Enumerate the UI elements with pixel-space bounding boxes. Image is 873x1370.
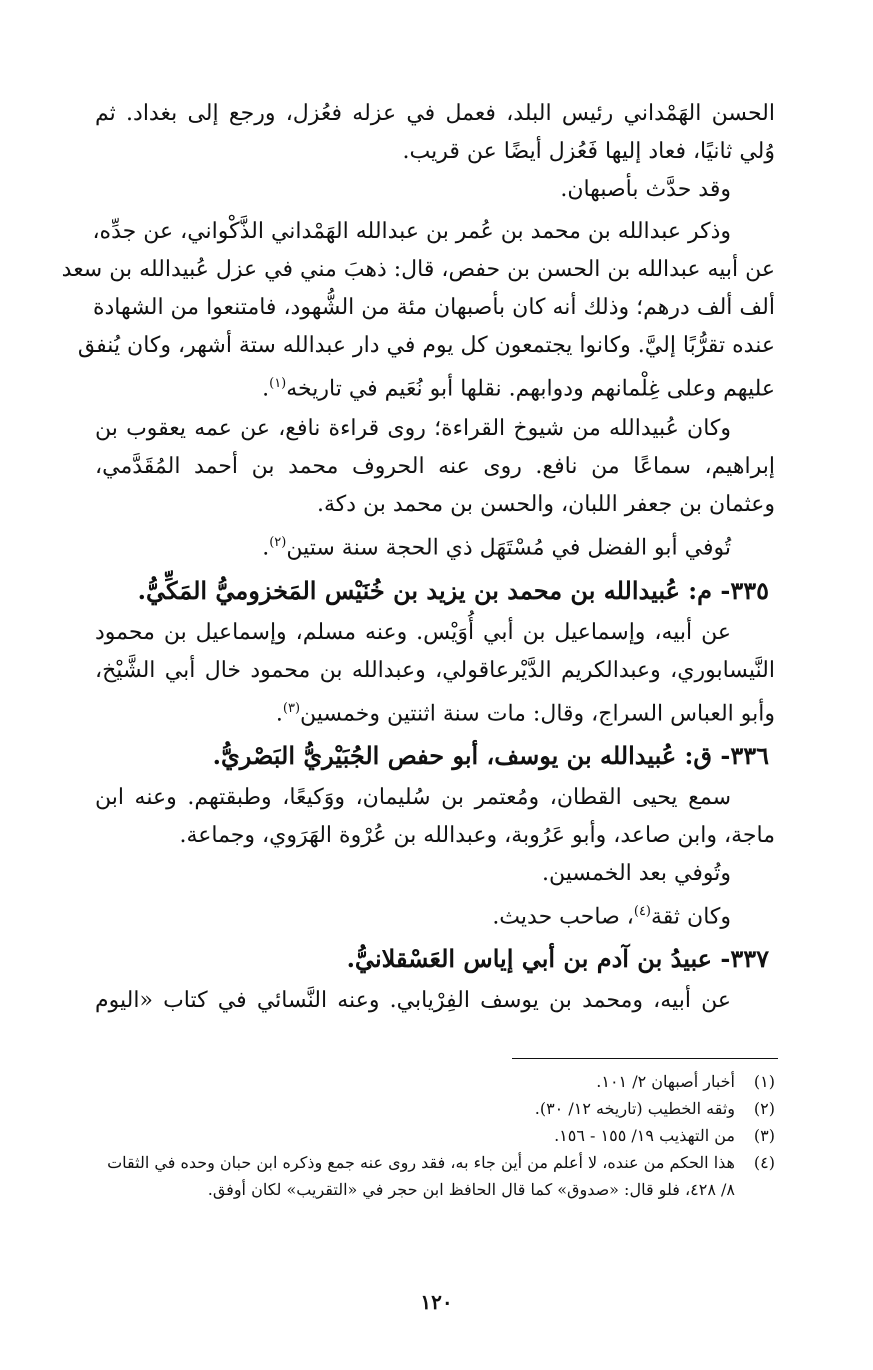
text-line: وعثمان بن جعفر اللبان، والحسن بن محمد بن دكة.	[316, 492, 775, 518]
footnote-text: أخبار أصبهان ٢/ ١٠١.	[596, 1072, 735, 1091]
text-segment: وأبو العباس السراج، وقال: مات سنة اثنتين وخمسين	[300, 700, 775, 726]
footnote-number: (٢)	[753, 1099, 775, 1118]
text-line: وتُوفي بعد الخمسين.	[542, 860, 731, 886]
entry-heading-336: ٣٣٦- ق: عُبيدالله بن يوسف، أبو حفص الجُبَيْريُّ البَصْريُّ.	[212, 740, 769, 770]
entry-heading-337: ٣٣٧- عبيدُ بن آدم بن أبي إياس العَسْقلانيُّ.	[346, 944, 769, 974]
text-line: ماجة، وابن صاعد، وأبو عَرُوبة، وعبدالله بن عُرْوة الهَرَوي، وجماعة.	[179, 822, 775, 848]
text-line: الحسن الهَمْداني رئيس البلد، فعمل في عزله فعُزل، ورجع إلى بغداد. ثم	[95, 101, 775, 126]
text-line: وقد حدَّث بأصبهان.	[560, 177, 731, 202]
text-line: عن أبيه، ومحمد بن يوسف الفِرْيابي. وعنه النَّسائي في كتاب «اليوم	[95, 988, 731, 1014]
text-line: عن أبيه عبدالله بن الحسن بن حفص، قال: ذهبَ مني في عزل عُبيدالله بن سعد	[61, 257, 775, 282]
footnotes	[95, 1068, 775, 1203]
footnote-separator	[512, 1058, 778, 1059]
text-line: عنده تقرُّبًا إليَّ. وكانوا يجتمعون كل يوم في دار عبدالله ستة أشهر، وكان يُنفق	[77, 333, 775, 358]
text-line: وُلي ثانيًا، فعاد إليها فَعُزل أيضًا عن قريب.	[402, 139, 775, 164]
footnote-item	[95, 1068, 775, 1095]
footnote-text: هذا الحكم من عنده، لا أعلم من أين جاء به، فقد روى عنه جمع وذكره ابن حبان وحده في الثقات ٨/ ٤٢٨، فلو قال: «صدوق» كما قال الحافظ ابن حجر في «التقريب» لكان أوفق.	[107, 1153, 735, 1199]
text-line: إبراهيم، سماعًا من نافع. روى عنه الحروف محمد بن أحمد المُقَدَّمي،	[95, 454, 775, 480]
footnote-item	[95, 1095, 775, 1122]
footnote-number: (٤)	[753, 1153, 775, 1172]
footnote-item	[95, 1149, 775, 1203]
footnote-text: وثقه الخطيب (تاريخه ١٢/ ٣٠).	[534, 1099, 735, 1118]
page-number: ١٢٠	[420, 1290, 453, 1314]
text-line: سمع يحيى القطان، ومُعتمر بن سُليمان، ووَكيعًا، وطبقتهم. وعنه ابن	[95, 784, 731, 810]
footnote-ref: (٢)	[269, 535, 287, 551]
text-segment: وكان ثقة	[651, 904, 731, 930]
footnote-ref: (١)	[269, 376, 287, 391]
text-line: ألف ألف درهم؛ وذلك أنه كان بأصبهان مئة من الشُّهود، فامتنعوا من الشهادة	[92, 295, 775, 320]
footnote-number: (٣)	[753, 1126, 775, 1145]
footnote-ref: (٣)	[282, 700, 301, 716]
footnote-number: (١)	[753, 1072, 775, 1091]
text-line	[95, 893, 775, 936]
footnote-ref: (٤)	[633, 903, 651, 919]
text-line	[95, 690, 775, 733]
text-line	[95, 524, 775, 567]
text-segment: عليهم وعلى غِلْمانهم ودوابهم. نقلها أبو نُعَيم في تاريخه	[286, 376, 775, 402]
text-line: وكان عُبيدالله من شيوخ القراءة؛ روى قراءة نافع، عن عمه يعقوب بن	[95, 416, 731, 442]
footnote-text: من التهذيب ١٩/ ١٥٥ - ١٥٦.	[554, 1126, 735, 1145]
text-line: وذكر عبدالله بن محمد بن عُمر بن عبدالله الهَمْداني الذَّكْواني، عن جدِّه،	[92, 219, 731, 244]
text-line: النَّيسابوري، وعبدالكريم الدَّيْرعاقولي، وعبدالله بن محمود خال أبي الشَّيْخ،	[95, 657, 775, 683]
text-segment: .	[275, 700, 283, 726]
text-line: عن أبيه، وإسماعيل بن أبي أُوَيْس. وعنه مسلم، وإسماعيل بن محمود	[95, 619, 731, 645]
entry-heading-335: ٣٣٥- م: عُبيدالله بن محمد بن يزيد بن خُنَيْس المَخزوميُّ المَكِّيُّ.	[137, 575, 769, 605]
main-text	[61, 95, 775, 1020]
text-segment: .	[262, 535, 270, 561]
text-segment: .	[262, 376, 270, 402]
footnote-item	[95, 1122, 775, 1149]
text-segment: تُوفي أبو الفضل في مُسْتَهَل ذي الحجة سنة ستين	[286, 535, 731, 561]
text-segment: ، صاحب حديث.	[492, 904, 634, 930]
text-line	[95, 365, 775, 408]
